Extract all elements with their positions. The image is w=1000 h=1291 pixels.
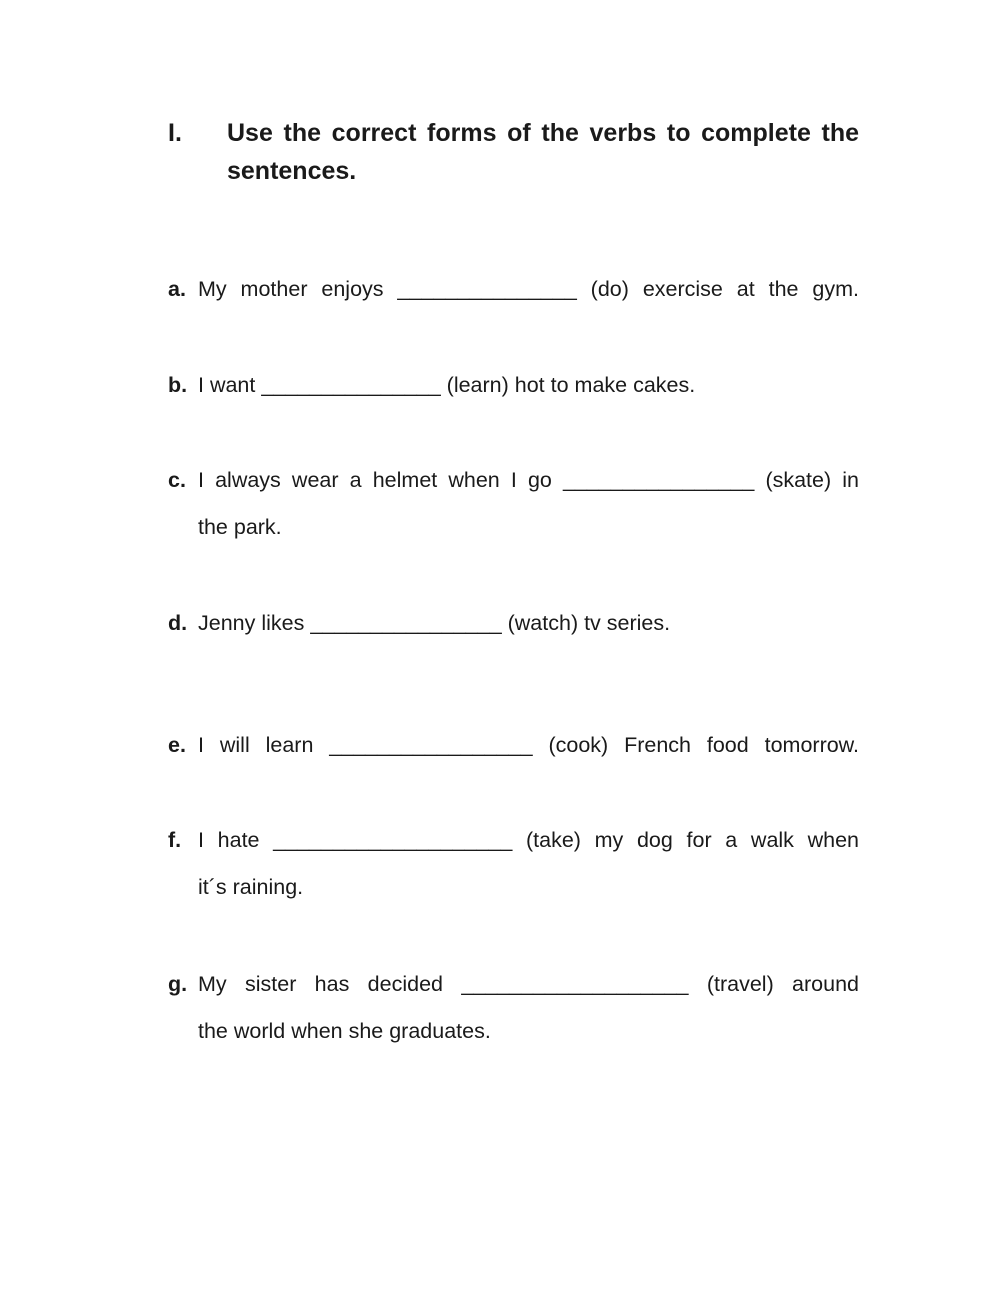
sentence-line: I will learn _________________ (cook) French food tomorrow. [198, 733, 859, 757]
item-letter: b. [168, 373, 188, 397]
item-letter: a. [168, 277, 186, 301]
item-letter: c. [168, 468, 186, 492]
section-number: I. [168, 119, 182, 147]
item-sentence [198, 600, 859, 647]
sentence-line: Jenny likes ________________ (watch) tv series. [198, 611, 671, 635]
item-sentence [198, 722, 859, 769]
sentence-line-continued: the world when she graduates. [198, 1019, 491, 1043]
sentence-line: My mother enjoys _______________ (do) exercise at the gym. [198, 277, 859, 301]
sentence-line: I always wear a helmet when I go ________________ (skate) in [198, 468, 859, 492]
item-sentence [198, 362, 859, 409]
item-letter: g. [168, 972, 188, 996]
item-sentence [198, 266, 859, 313]
item-sentence [198, 961, 859, 1055]
item-sentence [198, 457, 859, 551]
item-letter: f. [168, 828, 182, 852]
sentence-line-continued: it´s raining. [198, 875, 304, 899]
sentence-line: My sister has decided ___________________ (travel) around [198, 972, 859, 996]
sentence-line: I hate ____________________ (take) my dog for a walk when [198, 828, 859, 852]
item-sentence [198, 817, 859, 911]
item-letter: d. [168, 611, 188, 635]
item-letter: e. [168, 733, 186, 757]
sentence-line-continued: the park. [198, 515, 282, 539]
section-title: Use the correct forms of the verbs to complete the sentences. [227, 119, 859, 185]
sentence-line: I want _______________ (learn) hot to make cakes. [198, 373, 696, 397]
